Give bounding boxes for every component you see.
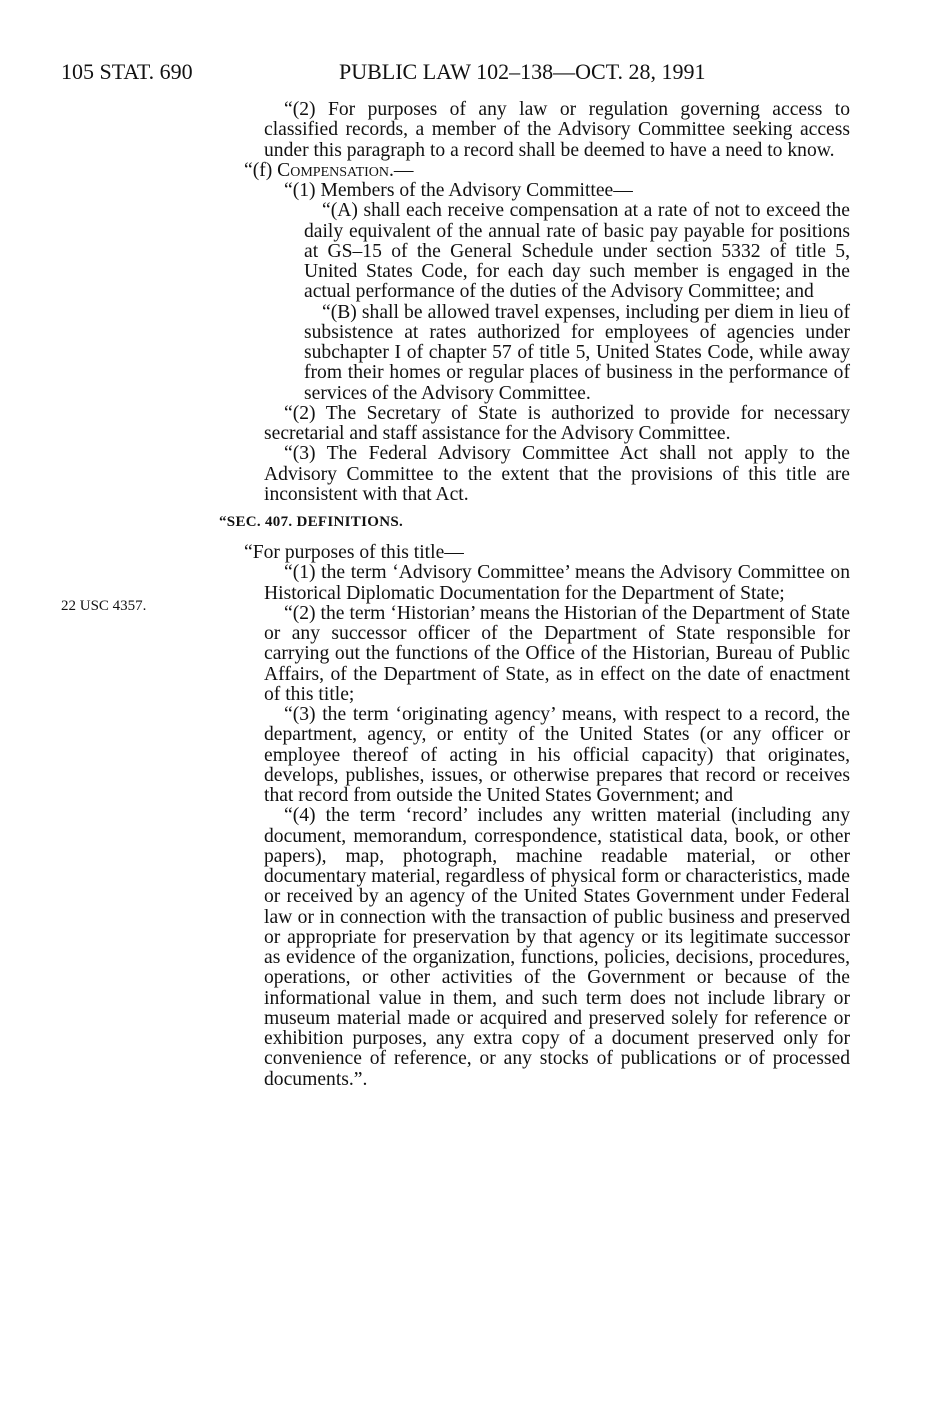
page-citation: 105 STAT. 690 [61, 59, 193, 84]
running-header: PUBLIC LAW 102–138—OCT. 28, 1991 [339, 59, 706, 84]
statute-body [219, 99, 850, 1090]
section-407-lead: “For purposes of this title— [244, 542, 464, 563]
definition-2: “(2) the term ‘Historian’ means the Historian of the Department of State or any successor officer of the Department of State responsible for carrying out the functions of the Office of the Historian, Bureau of Public Affairs, of the Department of State, as in effect on the date of enactment of this title; [264, 602, 850, 705]
paragraph-f1-a: “(A) shall each receive compensation at a rate of not to exceed the daily equivalent of the annual rate of basic pay payable for positions at GS–15 of the General Schedule under section 5332 of title 5, United States Code, for each day such member is engaged in the actual performance of the duties of the Advisory Committee; and [304, 200, 850, 303]
subsection-f-heading [244, 161, 850, 181]
margin-note-usc: 22 USC 4357. [61, 598, 147, 614]
paragraph-f3: “(3) The Federal Advisory Committee Act shall not apply to the Advisory Committee to the extent that the provisions of this title are inconsistent with that Act. [264, 443, 850, 505]
paragraph-f1-b: “(B) shall be allowed travel expenses, including per diem in lieu of subsistence at rates authorized for employees of agencies under subchapter I of chapter 57 of title 5, United States Code, while away from their homes or regular places of business in the performance of services of the Advisory Committee. [304, 301, 850, 404]
paragraph-e2: “(2) For purposes of any law or regulation governing access to classified records, a member of the Advisory Committee seeking access under this paragraph to a record shall be deemed to have a need to know. [264, 99, 850, 161]
heading-prefix: “(f) [244, 159, 278, 181]
paragraph-f1-lead: “(1) Members of the Advisory Committee— [284, 180, 633, 201]
heading-suffix: .— [389, 159, 414, 181]
heading-title: Compensation [277, 159, 390, 181]
definition-4: “(4) the term ‘record’ includes any written material (including any document, memorandum, correspondence, statistical data, book, or other papers), map, photograph, machine readable material, or other documentary material, regardless of physical form or characteristics, made or received by an agency of the United States Government under Federal law or in connection with the transaction of public business and preserved or appropriate for preservation by that agency or its legitimate successor as evidence of the organization, functions, policies, decisions, procedures, operations, or other activities of the Government or because of the informational value in them, and such term does not include library or museum material made or acquired and preserved solely for reference or exhibition purposes, any extra copy of a document preserved only for convenience of reference, or any stocks of publications or of processed documents.”. [264, 805, 850, 1090]
paragraph-f2: “(2) The Secretary of State is authorized to provide for necessary secretarial and staff assistance for the Advisory Committee. [264, 402, 850, 444]
section-407-heading: “SEC. 407. DEFINITIONS. [219, 514, 404, 530]
definition-1: “(1) the term ‘Advisory Committee’ means the Advisory Committee on Historical Diplomatic Documentation for the Department of State; [264, 562, 850, 604]
definition-3: “(3) the term ‘originating agency’ means, with respect to a record, the department, agency, or entity of the United States (or any officer or employee thereof of acting in his official capacity) that originates, develops, publishes, issues, or otherwise prepares that record or receives that record from outside the United States Government; and [264, 704, 850, 806]
